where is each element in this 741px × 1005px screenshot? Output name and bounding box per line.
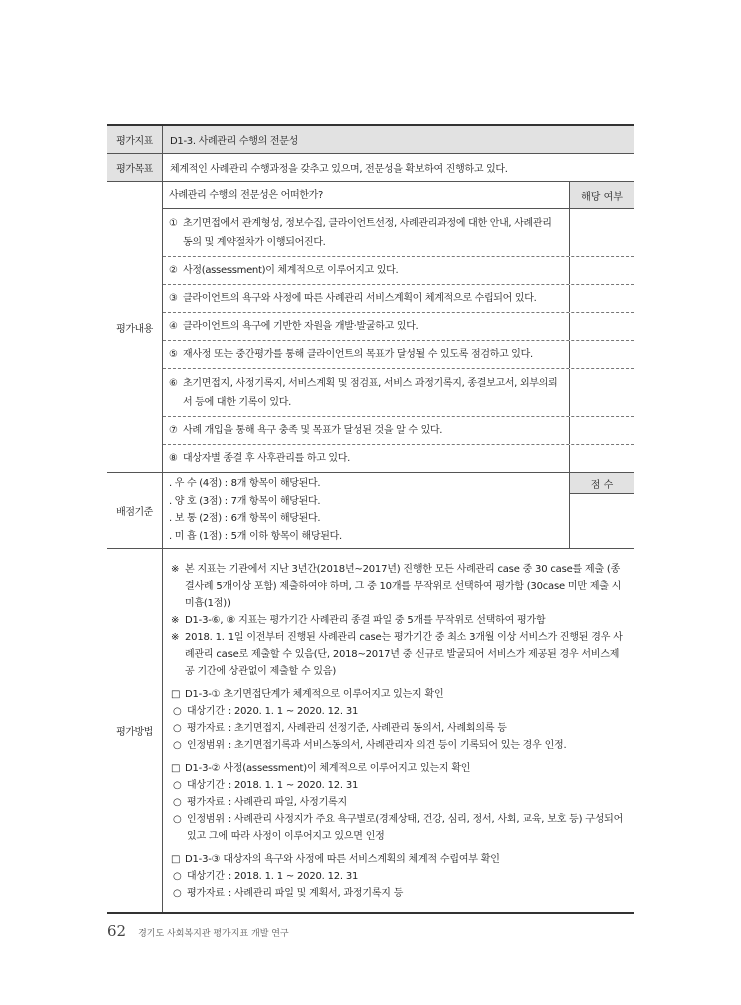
checklist-question: 사례관리 수행의 전문성은 어떠한가? bbox=[169, 189, 324, 201]
method-section bbox=[171, 851, 628, 902]
note-item: ※ 2018. 1. 1일 이전부터 진행된 사례관리 case는 평가기간 중 최소 3개월 이상 서비스가 진행된 경우 사례관리 case로 제출할 수 있음(단, 2018~2017년 중 신규로 발굴되어 서비스가 제공된 경우 서비스제공 기간에 상관없이 제출할 수 있음) bbox=[171, 632, 623, 677]
item-number: ⑦ bbox=[169, 425, 178, 436]
check-cell[interactable] bbox=[569, 209, 634, 256]
check-column-header: 해당 여부 bbox=[569, 182, 634, 208]
content-checklist bbox=[163, 182, 634, 472]
goal-label: 평가목표 bbox=[107, 154, 163, 181]
method-section bbox=[171, 686, 628, 754]
section-title: □ D1-3-① 초기면접단계가 체계적으로 이루어지고 있는지 확인 bbox=[171, 686, 628, 703]
item-number: ⑥ bbox=[169, 377, 178, 389]
section-detail: ○ 대상기간 : 2020. 1. 1 ~ 2020. 12. 31 bbox=[173, 706, 359, 717]
check-cell[interactable] bbox=[569, 417, 634, 444]
section-detail: ○ 평가자료 : 초기면접지, 사례관리 선정기준, 사례관리 동의서, 사례회의록 등 bbox=[173, 723, 507, 734]
checklist-item bbox=[163, 285, 634, 313]
indicator-row bbox=[107, 126, 634, 154]
method-label: 평가방법 bbox=[107, 549, 163, 912]
item-text: 사정(assessment)이 체계적으로 이루어지고 있다. bbox=[183, 265, 399, 276]
score-row bbox=[107, 473, 634, 549]
method-content bbox=[163, 549, 634, 912]
section-title: □ D1-3-③ 대상자의 욕구와 사정에 따른 서비스계획의 체계적 수립여부 확인 bbox=[171, 851, 628, 868]
section-detail: ○ 인정범위 : 사례관리 사정지가 주요 욕구별로(경제상태, 건강, 심리, 정서, 사회, 교육, 보호 등) 구성되어 있고 그에 따라 사정이 이루어지고 있으면 인정 bbox=[173, 814, 624, 842]
checkbox-icon: □ bbox=[171, 689, 181, 700]
note-item: ※ 본 지표는 기관에서 지난 3년간(2018년~2017년) 진행한 모든 사례관리 case 중 30 case를 제출 (종결사례 5개이상 포함) 제출하여야 하며, 그 중 10개를 무작위로 선택하여 평가함 (30case 미만 제출 시미흡(1점)) bbox=[171, 564, 622, 609]
page-number: 62 bbox=[107, 922, 127, 940]
evaluation-table bbox=[107, 124, 634, 914]
item-text: 재사정 또는 중간평가를 통해 클라이언트의 목표가 달성될 수 있도록 점검하고 있다. bbox=[183, 349, 533, 360]
check-cell[interactable] bbox=[569, 341, 634, 368]
check-cell[interactable] bbox=[569, 369, 634, 416]
checklist-item bbox=[163, 369, 634, 417]
item-text: 사례 개입을 통해 욕구 충족 및 목표가 달성된 것을 알 수 있다. bbox=[183, 425, 443, 436]
check-cell[interactable] bbox=[569, 445, 634, 472]
checkbox-icon: □ bbox=[171, 763, 181, 774]
content-label: 평가내용 bbox=[107, 182, 163, 472]
checklist-item bbox=[163, 445, 634, 472]
method-notes bbox=[171, 561, 628, 680]
check-cell[interactable] bbox=[569, 285, 634, 312]
checklist-item bbox=[163, 257, 634, 285]
item-text: 초기면접에서 관계형성, 정보수집, 클라이언트선정, 사례관리과정에 대한 안내, 사례관리 동의 및 계약절차가 이행되어진다. bbox=[183, 217, 552, 248]
item-number: ① bbox=[169, 217, 178, 229]
score-criteria bbox=[163, 473, 569, 548]
page-footer bbox=[107, 922, 289, 940]
item-text: 클라이언트의 욕구에 기반한 자원을 개발·발굴하고 있다. bbox=[183, 321, 419, 332]
indicator-value: D1-3. 사례관리 수행의 전문성 bbox=[163, 126, 634, 153]
checklist-header bbox=[163, 182, 634, 209]
section-detail: ○ 평가자료 : 사례관리 파일, 사정기록지 bbox=[173, 797, 347, 808]
section-detail: ○ 평가자료 : 사례관리 파일 및 계획서, 과정기록지 등 bbox=[173, 888, 404, 899]
section-detail: ○ 대상기간 : 2018. 1. 1 ~ 2020. 12. 31 bbox=[173, 780, 359, 791]
item-text: 대상자별 종결 후 사후관리를 하고 있다. bbox=[183, 453, 351, 464]
section-detail: ○ 대상기간 : 2018. 1. 1 ~ 2020. 12. 31 bbox=[173, 871, 359, 882]
item-number: ② bbox=[169, 265, 178, 276]
item-text: 초기면접지, 사정기록지, 서비스계획 및 점검표, 서비스 과정기록지, 종결보고서, 외부의뢰서 등에 대한 기록이 있다. bbox=[183, 377, 558, 408]
score-item: . 우 수 (4점) : 8개 항목이 해당된다. bbox=[169, 478, 321, 489]
document-title: 경기도 사회복지관 평가지표 개발 연구 bbox=[138, 929, 289, 939]
check-cell[interactable] bbox=[569, 257, 634, 284]
item-number: ⑤ bbox=[169, 349, 178, 360]
score-label: 배점기준 bbox=[107, 473, 163, 548]
method-row bbox=[107, 549, 634, 912]
score-item: . 양 호 (3점) : 7개 항목이 해당된다. bbox=[169, 495, 321, 507]
score-input-cell[interactable] bbox=[570, 494, 634, 548]
check-cell[interactable] bbox=[569, 313, 634, 340]
item-text: 클라이언트의 욕구와 사정에 따른 사례관리 서비스계획이 체계적으로 수립되어 있다. bbox=[183, 293, 537, 304]
score-item: . 미 흡 (1점) : 5개 이하 항목이 해당된다. bbox=[169, 530, 342, 542]
checklist-item bbox=[163, 209, 634, 257]
section-detail: ○ 인정범위 : 초기면접기록과 서비스동의서, 사례관리자 의견 등이 기록되어 있는 경우 인정. bbox=[173, 740, 567, 751]
goal-row bbox=[107, 154, 634, 182]
item-number: ④ bbox=[169, 321, 178, 332]
score-item: . 보 통 (2점) : 6개 항목이 해당된다. bbox=[169, 513, 321, 524]
score-column-header: 점 수 bbox=[570, 473, 634, 494]
checklist-item bbox=[163, 313, 634, 341]
checklist-item bbox=[163, 417, 634, 445]
method-section bbox=[171, 760, 628, 845]
checkbox-icon: □ bbox=[171, 854, 181, 865]
content-row bbox=[107, 182, 634, 473]
item-number: ③ bbox=[169, 293, 178, 304]
section-title: □ D1-3-② 사정(assessment)이 체계적으로 이루어지고 있는지 확인 bbox=[171, 760, 628, 777]
item-number: ⑧ bbox=[169, 453, 178, 464]
note-item: ※ D1-3-⑥, ⑧ 지표는 평가기간 사례관리 종결 파일 중 5개를 무작위로 선택하여 평가함 bbox=[171, 615, 546, 626]
goal-value: 체계적인 사례관리 수행과정을 갖추고 있으며, 전문성을 확보하여 진행하고 있다. bbox=[170, 164, 508, 175]
indicator-label: 평가지표 bbox=[107, 126, 163, 153]
checklist-item bbox=[163, 341, 634, 369]
